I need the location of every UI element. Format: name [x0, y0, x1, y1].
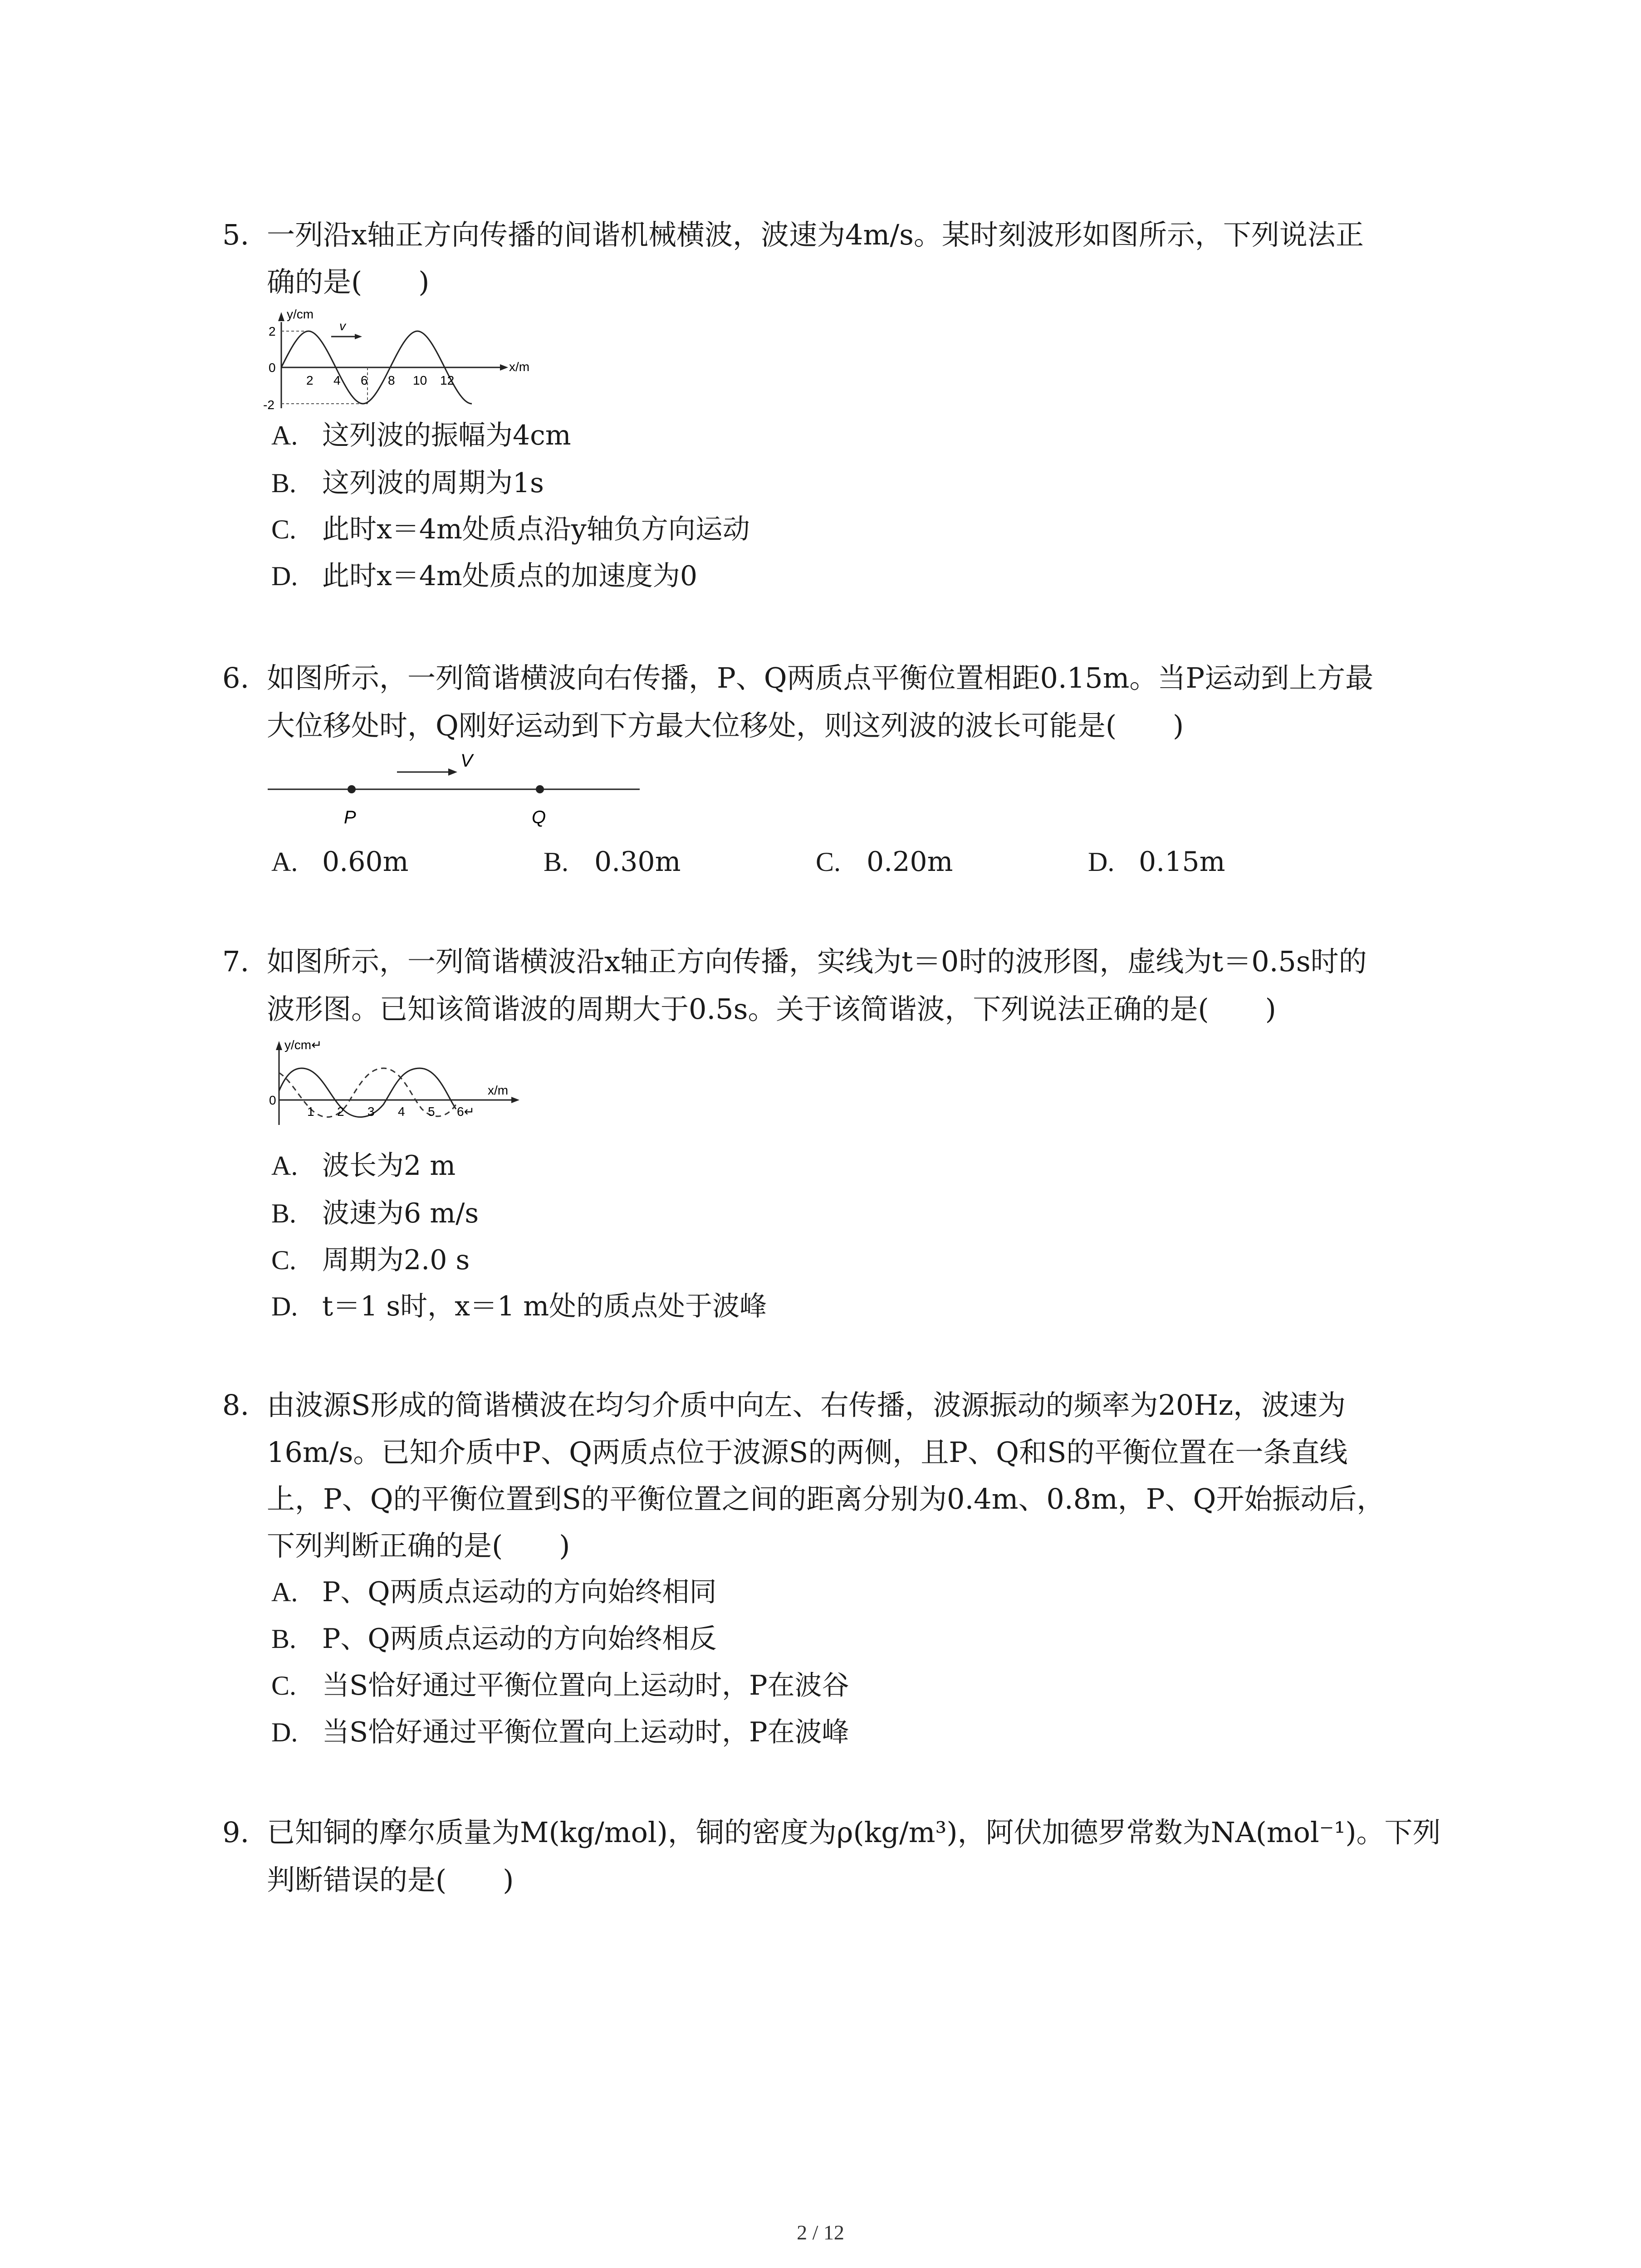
- question-6-option-c: C. 0.20m: [816, 846, 953, 878]
- x-tick-5: 5: [428, 1105, 435, 1119]
- question-8-option-a: A. P、Q两质点运动的方向始终相同: [271, 1576, 717, 1608]
- point-q: [536, 785, 544, 793]
- question-5-number: 5.: [222, 218, 250, 251]
- question-7-option-b: B. 波速为6 m/s: [271, 1198, 479, 1229]
- x-tick-4: 4: [333, 373, 341, 387]
- y-axis-label: y/cm: [287, 307, 314, 321]
- question-9-line-2: 判断错误的是( ): [267, 1863, 514, 1897]
- x-axis-label: x/m: [509, 360, 530, 374]
- question-8-line-3: 上，P、Q的平衡位置到S的平衡位置之间的距离分别为0.4m、0.8m，P、Q开始振动后，: [267, 1482, 1385, 1515]
- question-5-line-1: 一列沿x轴正方向传播的间谐机械横波，波速为4m/s。某时刻波形如图所示，下列说法正: [267, 218, 1364, 251]
- question-9-number: 9.: [222, 1816, 250, 1849]
- y-axis-label: y/cm↵: [284, 1038, 322, 1052]
- x-tick-10: 10: [413, 373, 427, 387]
- question-8-line-1: 由波源S形成的简谐横波在均匀介质中向左、右传播，波源振动的频率为20Hz，波速为: [267, 1388, 1346, 1422]
- origin-label: 0: [269, 1093, 276, 1107]
- y-tick-0: 0: [269, 361, 276, 375]
- question-8-line-2: 16m/s。已知介质中P、Q两质点位于波源S的两侧，且P、Q和S的平衡位置在一条直线: [267, 1436, 1348, 1469]
- question-5-option-b: B. 这列波的周期为1s: [271, 467, 544, 499]
- question-9-line-1: 已知铜的摩尔质量为M(kg/mol)，铜的密度为ρ(kg/m³)，阿伏加德罗常数为NA(mol⁻¹)。下列: [267, 1816, 1441, 1849]
- question-5-line-2: 确的是( ): [267, 265, 430, 298]
- x-tick-2: 2: [337, 1105, 344, 1119]
- x-tick-12: 12: [440, 373, 455, 387]
- question-6-option-a: A. 0.60m: [271, 846, 409, 878]
- x-tick-6: 6: [361, 373, 368, 387]
- question-6-number: 6.: [222, 661, 250, 694]
- wave-velocity-label: v: [339, 319, 346, 333]
- x-tick-6: 6↵: [457, 1105, 475, 1119]
- q-label: Q: [532, 807, 546, 827]
- page-number: 2 / 12: [797, 2221, 844, 2244]
- x-axis-label: x/m: [488, 1083, 509, 1097]
- x-tick-8: 8: [388, 373, 395, 387]
- question-7-option-a: A. 波长为2 m: [271, 1150, 456, 1182]
- question-5-option-d: D. 此时x＝4m处质点的加速度为0: [271, 560, 698, 592]
- question-8-option-b: B. P、Q两质点运动的方向始终相反: [271, 1623, 717, 1655]
- y-tick-neg2: -2: [263, 398, 274, 412]
- question-5-wave-figure: [254, 304, 535, 413]
- question-6-line-1: 如图所示，一列简谐横波向右传播，P、Q两质点平衡位置相距0.15m。当P运动到上方最: [267, 661, 1374, 694]
- question-8-option-d: D. 当S恰好通过平衡位置向上运动时，P在波峰: [271, 1716, 849, 1748]
- question-7-line-2: 波形图。已知该简谐波的周期大于0.5s。关于该简谐波，下列说法正确的是( ): [267, 992, 1276, 1026]
- velocity-label: V: [460, 751, 473, 771]
- question-7-option-d: D. t＝1 s时，x＝1 m处的质点处于波峰: [271, 1290, 767, 1322]
- question-5-option-c: C. 此时x＝4m处质点沿y轴负方向运动: [271, 513, 750, 545]
- question-7-number: 7.: [222, 945, 250, 978]
- x-tick-1: 1: [307, 1105, 314, 1119]
- question-7-option-c: C. 周期为2.0 s: [271, 1244, 470, 1276]
- x-tick-2: 2: [306, 373, 314, 387]
- question-5-option-a: A. 这列波的振幅为4cm: [271, 420, 571, 451]
- x-tick-3: 3: [367, 1105, 375, 1119]
- p-label: P: [344, 807, 356, 827]
- question-7-line-1: 如图所示，一列简谐横波沿x轴正方向传播，实线为t＝0时的波形图，虚线为t＝0.5s时的: [267, 945, 1367, 978]
- question-6-option-d: D. 0.15m: [1088, 846, 1225, 878]
- question-8-number: 8.: [222, 1388, 250, 1422]
- question-6-line-2: 大位移处时，Q刚好运动到下方最大位移处，则这列波的波长可能是( ): [267, 709, 1184, 742]
- question-6-option-b: B. 0.30m: [544, 846, 681, 878]
- question-8-line-4: 下列判断正确的是( ): [267, 1529, 570, 1562]
- question-7-wave-figure: [265, 1036, 538, 1132]
- point-p: [348, 785, 356, 793]
- question-6-figure: [268, 744, 653, 835]
- x-tick-4: 4: [398, 1105, 405, 1119]
- question-8-option-c: C. 当S恰好通过平衡位置向上运动时，P在波谷: [271, 1670, 849, 1701]
- y-tick-2: 2: [269, 324, 276, 338]
